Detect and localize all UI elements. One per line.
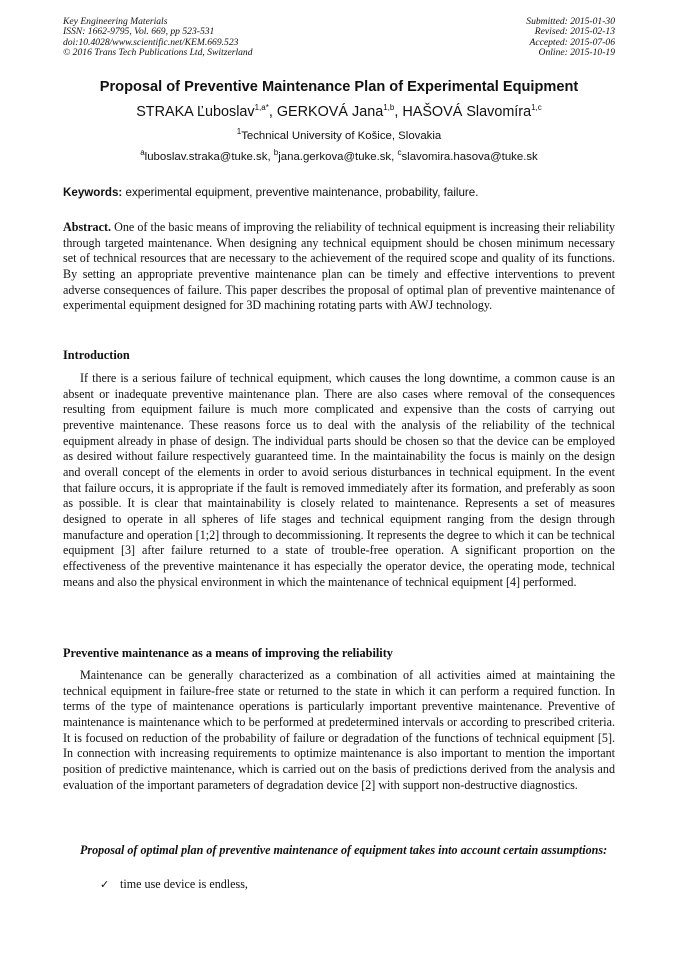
affiliation-marker: 1 (236, 127, 242, 137)
author-name: STRAKA Ľuboslav (136, 104, 255, 120)
email-separator: , (267, 151, 274, 163)
introduction-heading: Introduction (63, 348, 130, 362)
email-separator: , (391, 151, 398, 163)
author-emails (0, 148, 678, 163)
online-date: Online: 2015-10-19 (538, 47, 615, 59)
copyright-line: © 2016 Trans Tech Publications Ltd, Switzerland (63, 47, 253, 59)
introduction-section (63, 371, 615, 590)
author-affiliation-marker: 1,c (531, 103, 542, 113)
issn-line: ISSN: 1662-9795, Vol. 669, pp 523-531 (63, 26, 215, 38)
journal-name: Key Engineering Materials (63, 16, 168, 27)
abstract-label: Abstract. (63, 220, 112, 234)
author-list (0, 104, 678, 120)
author-separator: , (394, 104, 403, 120)
publication-dates (526, 17, 615, 59)
author-separator: , (268, 104, 277, 120)
author-name: GERKOVÁ Jana (276, 104, 384, 120)
email-link[interactable]: slavomira.hasova@tuke.sk (401, 151, 538, 163)
keywords (63, 186, 615, 199)
checkmark-icon: ✓ (100, 878, 110, 891)
assumption-list-item (100, 877, 248, 892)
email-marker: a (140, 148, 145, 158)
revised-date: Revised: 2015-02-13 (534, 26, 615, 38)
paper-title: Proposal of Preventive Maintenance Plan of Experimental Equipment (99, 79, 579, 95)
abstract-text: One of the basic means of improving the reliability of technical equipment is increasing their reliability through targeted maintenance. When designing any technical equipment should be chosen minimum necessary set of technical resources that are necessary to the achievement of the required scope and quality of its functions. By setting an appropriate preventive maintenance plan can be timely and effective interventions to prevent adverse consequences of failure. This paper describes the proposal of optimal plan of preventive maintenance of experimental equipment designed for 3D machining rotating parts with AWJ technology. (63, 220, 615, 313)
preventive-maintenance-paragraph: Maintenance can be generally characterized as a combination of all activities aimed at maintaining the technical equipment in failure-free state or returned to the state in which it can perform a required function. In terms of the type of maintenance operations is particularly important preventive maintenance. Preventive of maintenance is maintenance which to be performed at predetermined intervals or according to prescribed criteria. It is focused on reduction of the probability of failure or degradation of the functions of technical equipment [5]. In connection with increasing requirements to optimize maintenance is also important to mention the important position of predictive maintenance, which is carried out on the basis of predictions derived from the analysis and evaluation of the important parameters of degradation device [2] with support non-destructive diagnostics. (63, 668, 615, 792)
affiliation (0, 127, 678, 142)
preventive-maintenance-heading: Preventive maintenance as a means of improving the reliability (63, 646, 393, 660)
assumption-text: time use device is endless, (120, 877, 248, 891)
preventive-maintenance-section (63, 668, 615, 793)
accepted-date: Accepted: 2015-07-06 (529, 36, 615, 48)
submitted-date: Submitted: 2015-01-30 (526, 16, 615, 27)
affiliation-text: Technical University of Košice, Slovakia (241, 130, 442, 142)
doi-line: doi:10.4028/www.scientific.net/KEM.669.523 (63, 36, 239, 48)
keywords-text: experimental equipment, preventive maintenance, probability, failure. (122, 186, 479, 199)
email-marker: b (273, 148, 279, 158)
abstract (63, 220, 615, 314)
email-link[interactable]: jana.gerkova@tuke.sk (278, 151, 392, 163)
author-affiliation-marker: 1,a* (254, 103, 269, 113)
journal-info (63, 17, 253, 59)
assumptions-intro: Proposal of optimal plan of preventive maintenance of equipment takes into account certain assumptions: (80, 843, 608, 857)
email-link[interactable]: luboslav.straka@tuke.sk (144, 151, 268, 163)
introduction-paragraph: If there is a serious failure of technical equipment, which causes the long downtime, a common cause is an absent or inadequate preventive maintenance plan. There are also cases where removal of the consequences resulting from equipment failure is much more complicated and expensive than the costs of carrying out preventive maintenance. These reasons force us to deal with the analysis of the reliability of the technical equipment already in phase of design. The individual parts should be chosen so that the device can be employed as desired without failure respectively guaranteed time. In the maintainability the focus is mainly on the design and overall concept of the elements in order to avoid serious disturbances in technical equipment. In the event that failure occurs, it is appropriate if the fault is removed immediately after its formation, and preferably as soon as possible. It is clear that maintainability is closely related to maintenance. Represents a set of measures designed to operate in all spheres of life stages and technical equipment ranging from the design through manufacture and operation [1;2] through to decommissioning. It represents the degree to which it can be technical equipment [3] after failure returned to a state of trouble-free operation. A significant proportion on the effectiveness of the preventive maintenance it has especially the operator device, the operating mode, technical means and also the physical environment in which the maintenance of technical equipment [4] performed. (63, 371, 615, 589)
author-affiliation-marker: 1,b (383, 103, 395, 113)
keywords-label: Keywords: (63, 186, 123, 199)
email-marker: c (397, 148, 402, 158)
author-name: HAŠOVÁ Slavomíra (402, 104, 532, 120)
